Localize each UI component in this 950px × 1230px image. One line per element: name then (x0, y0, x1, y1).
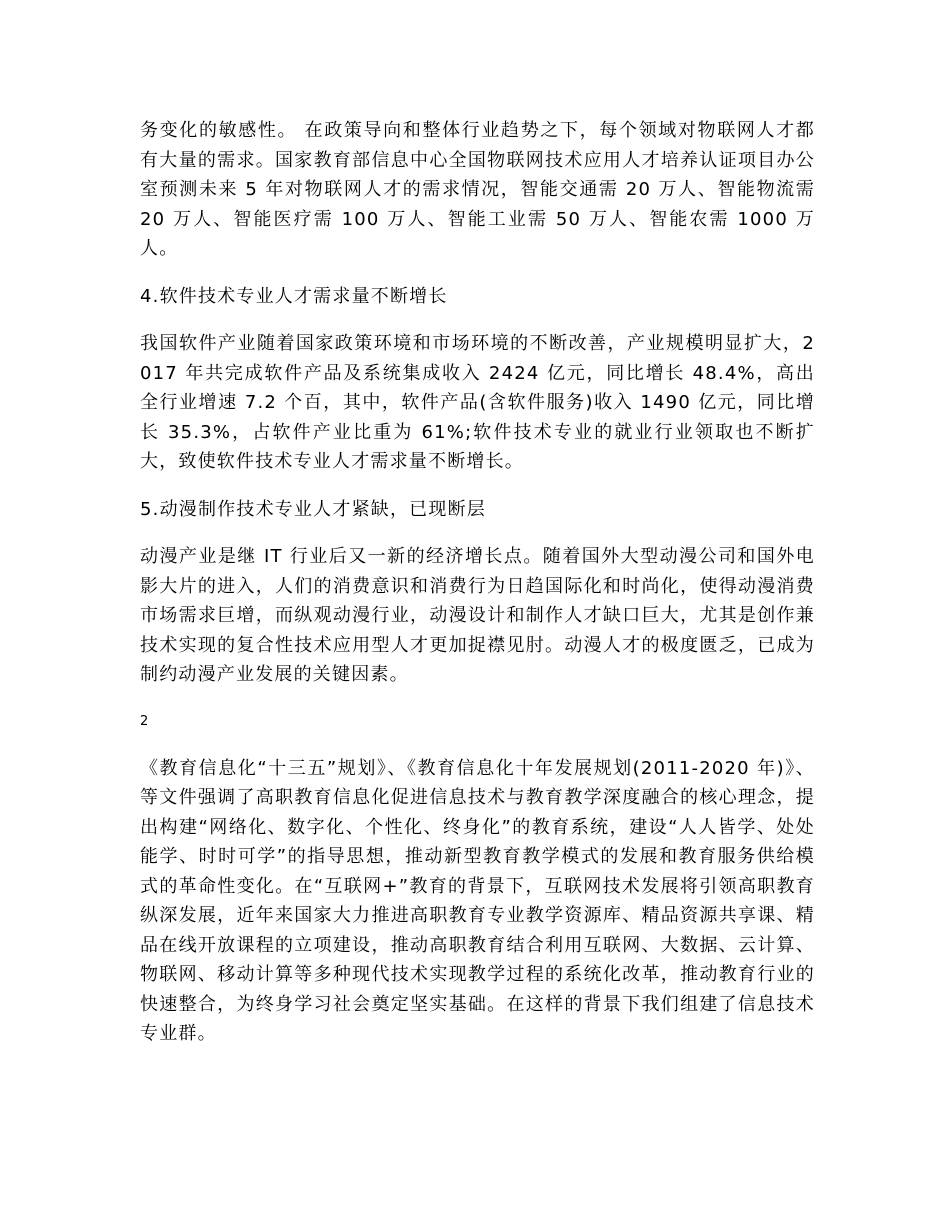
paragraph-education-informatization: 《教育信息化“十三五”规划》、《教育信息化十年发展规划(2011-2020 年)》、等文件强调了高职教育信息化促进信息技术与教育教学深度融合的核心理念，提出构建“网络化、数字化、个性化、终身化”的教育系统，建设“人人皆学、处处能学、时时可学”的指导思想，推动新型教育教学模式的发展和教育服务供给模式的革命性变化。在“互联网+”教育的背景下，互联网技术发展将引领高职教育纵深发展，近年来国家大力推进高职教育专业教学资源库、精品资源共享课、精品在线开放课程的立项建设，推动高职教育结合利用互联网、大数据、云计算、物联网、移动计算等多种现代技术实现教学过程的系统化改革，推动教育行业的快速整合，为终身学习社会奠定坚实基础。在这样的背景下我们组建了信息技术专业群。 (140, 757, 815, 1044)
heading-software-talent: 4.软件技术专业人才需求量不断增长 (140, 285, 448, 307)
document-page (140, 116, 815, 1049)
heading-animation-talent: 5.动漫制作技术专业人才紧缺，已现断层 (140, 498, 486, 520)
page-number: 2 (140, 713, 149, 729)
paragraph-software-industry: 我国软件产业随着国家政策环境和市场环境的不断改善，产业规模明显扩大，2017 年共完成软件产品及系统集成收入 2424 亿元，同比增长 48.4%，高出全行业增速 7.2 个百，其中，软件产品(含软件服务)收入 1490 亿元，同比增长 35.3%，占软件产业比重为 61%;软件技术专业的就业行业领取也不断扩大，致使软件技术专业人才需求量不断增长。 (140, 333, 815, 472)
paragraph-iot-demand: 务变化的敏感性。 在政策导向和整体行业趋势之下，每个领域对物联网人才都有大量的需求。国家教育部信息中心全国物联网技术应用人才培养认证项目办公室预测未来 5 年对物联网人才的需求情况，智能交通需 20 万人、智能物流需 20 万人、智能医疗需 100 万人、智能工业需 50 万人、智能农需 1000 万人。 (140, 120, 815, 259)
paragraph-animation-industry: 动漫产业是继 IT 行业后又一新的经济增长点。随着国外大型动漫公司和国外电影大片的进入，人们的消费意识和消费行为日趋国际化和时尚化，使得动漫消费市场需求巨增，而纵观动漫行业，动漫设计和制作人才缺口巨大，尤其是创作兼技术实现的复合性技术应用型人才更加捉襟见肘。动漫人才的极度匮乏，已成为制约动漫产业发展的关键因素。 (140, 546, 815, 685)
